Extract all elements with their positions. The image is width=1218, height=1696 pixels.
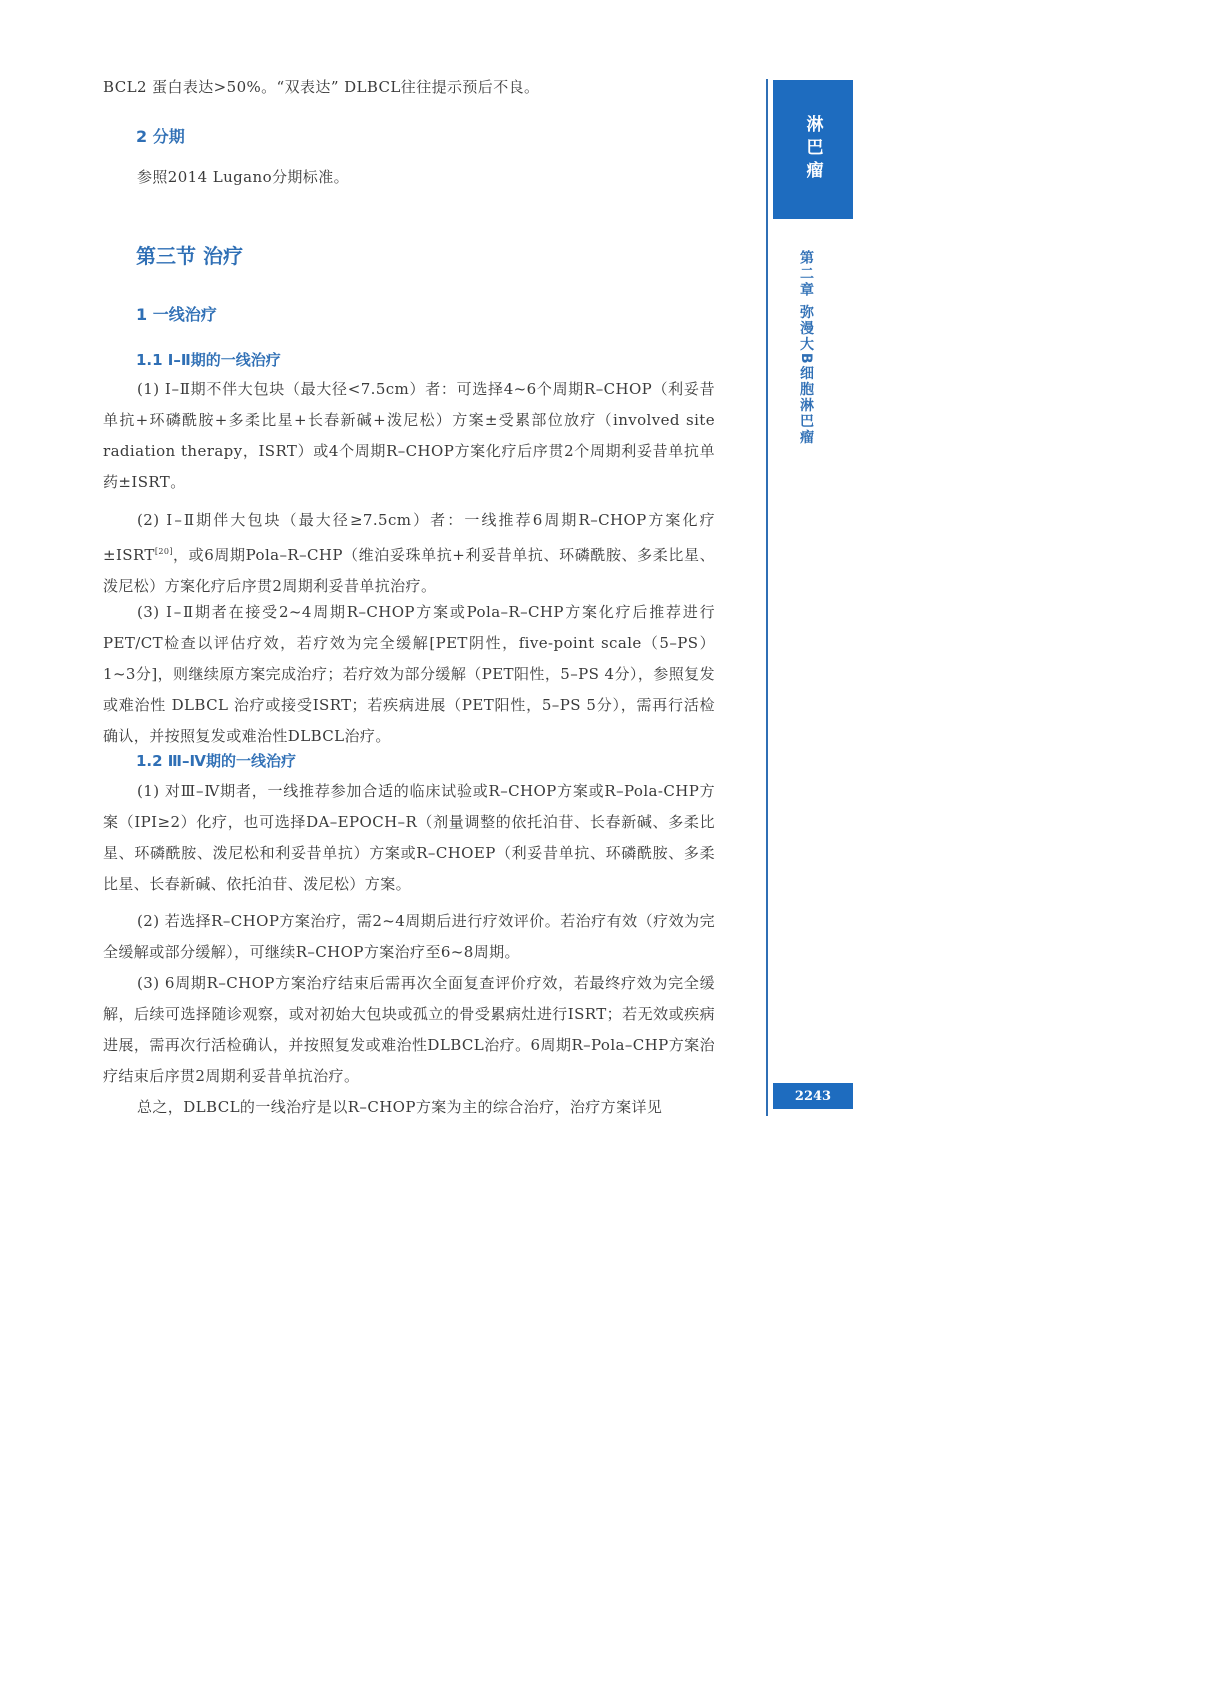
chapter-label: 第二章 弥漫大B细胞淋巴瘤	[798, 250, 814, 446]
first-line-heading: 1 一线治疗	[136, 305, 217, 324]
paragraph-1-1-3: (3) Ⅰ–Ⅱ期者在接受2~4周期R–CHOP方案或Pola–R–CHP方案化疗后推荐进行PET/CT检查以评估疗效，若疗效为完全缓解[PET阴性，five-point scale（5–PS）1~3分]，则继续原方案完成治疗；若疗效为部分缓解（PET阳性，5–PS 4分），参照复发或难治性 DLBCL 治疗或接受ISRT；若疾病进展（PET阳性，5–PS 5分），需再行活检确认，并按照复发或难治性DLBCL治疗。	[103, 603, 715, 745]
subsection-heading-1-1: 1.1 Ⅰ–Ⅱ期的一线治疗	[136, 351, 281, 369]
paragraph-1-1-2-pre: (2) Ⅰ–Ⅱ期伴大包块（最大径≥7.5cm）者：一线推荐6周期R–CHOP方案化疗±ISRT	[103, 511, 715, 564]
citation-ref: [20]	[154, 547, 173, 556]
sidebar-rule	[766, 79, 768, 1116]
subsection-heading-1-2: 1.2 Ⅲ–Ⅳ期的一线治疗	[136, 752, 296, 770]
paragraph-1-1-2	[103, 505, 715, 602]
section-heading: 第三节 治疗	[136, 244, 243, 268]
staging-heading: 2 分期	[136, 127, 185, 146]
staging-text: 参照2014 Lugano分期标准。	[137, 168, 350, 186]
sidebar-tab-label: 淋巴瘤	[802, 115, 823, 184]
summary-paragraph: 总之，DLBCL的一线治疗是以R–CHOP方案为主的综合治疗，治疗方案详见	[137, 1098, 663, 1116]
paragraph-1-2-3: (3) 6周期R–CHOP方案治疗结束后需再次全面复查评价疗效，若最终疗效为完全缓解，后续可选择随诊观察，或对初始大包块或孤立的骨受累病灶进行ISRT；若无效或疾病进展，需再次行活检确认，并按照复发或难治性DLBCL治疗。6周期R–Pola–CHP方案治疗结束后序贯2周期利妥昔单抗治疗。	[103, 974, 715, 1085]
paragraph-1-1-2-post: ，或6周期Pola–R–CHP（维泊妥珠单抗+利妥昔单抗、环磷酰胺、多柔比星、泼尼松）方案化疗后序贯2周期利妥昔单抗治疗。	[103, 546, 715, 595]
paragraph-1-1-1: (1) Ⅰ–Ⅱ期不伴大包块（最大径<7.5cm）者：可选择4~6个周期R–CHOP（利妥昔单抗+环磷酰胺+多柔比星+长春新碱+泼尼松）方案±受累部位放疗（involved site radiation therapy，ISRT）或4个周期R–CHOP方案化疗后序贯2个周期利妥昔单抗单药±ISRT。	[103, 380, 715, 491]
intro-line: BCL2 蛋白表达>50%。“双表达” DLBCL往往提示预后不良。	[103, 78, 540, 96]
page-number: 2243	[773, 1083, 853, 1109]
sidebar-tab	[773, 80, 853, 219]
paragraph-1-2-2: (2) 若选择R–CHOP方案治疗，需2~4周期后进行疗效评价。若治疗有效（疗效为完全缓解或部分缓解），可继续R–CHOP方案治疗至6~8周期。	[103, 912, 715, 961]
paragraph-1-2-1: (1) 对Ⅲ–Ⅳ期者，一线推荐参加合适的临床试验或R–CHOP方案或R–Pola-CHP方案（IPI≥2）化疗，也可选择DA–EPOCH–R（剂量调整的依托泊苷、长春新碱、多柔比星、环磷酰胺、泼尼松和利妥昔单抗）方案或R–CHOEP（利妥昔单抗、环磷酰胺、多柔比星、长春新碱、依托泊苷、泼尼松）方案。	[103, 782, 715, 893]
